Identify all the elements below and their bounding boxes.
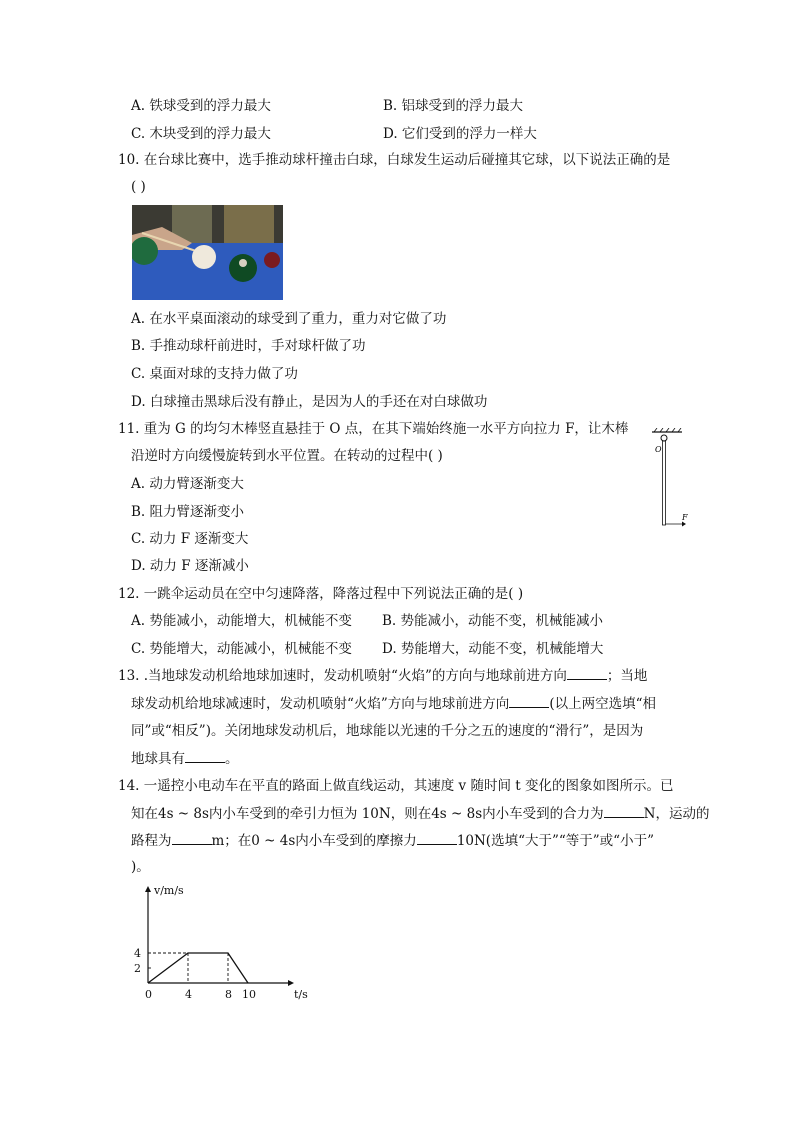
q11-option-d: D. 动力 F 逐渐减小 bbox=[131, 558, 249, 574]
q13-blank-3[interactable] bbox=[185, 750, 225, 763]
q12-option-a: A. 势能减小，动能增大，机械能不变 bbox=[131, 613, 352, 629]
x-axis-label: t/s bbox=[294, 988, 308, 1001]
q9-option-c: C. 木块受到的浮力最大 bbox=[131, 126, 271, 142]
q13-blank-1[interactable] bbox=[567, 667, 607, 680]
x-axis-arrow bbox=[288, 980, 294, 986]
velocity-time-graph bbox=[128, 882, 318, 1007]
q14-line3: 路程为 m；在0 ~ 4s内小车受到的摩擦力 10N(选填“大于”“等于”或“小于” bbox=[131, 833, 654, 849]
label-o: O bbox=[655, 445, 662, 454]
x-tick-label-0: 0 bbox=[145, 988, 152, 1001]
q9-option-b: B. 铝球受到的浮力最大 bbox=[383, 98, 524, 114]
q13-line1: 13. .当地球发动机给地球加速时，发动机喷射“火焰”的方向与地球前进方向 ；当地 bbox=[118, 668, 648, 684]
q13-line4: 地球具有 。 bbox=[131, 751, 239, 767]
q14-line1: 14. 一遥控小电动车在平直的路面上做直线运动，其速度 v 随时间 t 变化的图象如图所示。已 bbox=[118, 778, 674, 794]
x-tick-label-8: 8 bbox=[225, 988, 232, 1001]
q13-line3: 同”或“相反”)。关闭地球发动机后，地球能以光速的千分之五的速度的“滑行”，是因为 bbox=[131, 723, 644, 739]
q12-option-b: B. 势能减小，动能不变，机械能减小 bbox=[382, 613, 604, 629]
x-tick-label-4: 4 bbox=[185, 988, 192, 1001]
velocity-series-line bbox=[148, 953, 248, 983]
q13-blank-2[interactable] bbox=[509, 695, 549, 708]
q14-blank-1[interactable] bbox=[604, 805, 644, 818]
q14-line2: 知在4s ~ 8s内小车受到的牵引力恒为 10N，则在4s ~ 8s内小车受到的合力为 N，运动的 bbox=[131, 806, 710, 822]
q11-option-a: A. 动力臂逐渐变大 bbox=[131, 476, 244, 492]
q10-option-b: B. 手推动球杆前进时，手对球杆做了功 bbox=[131, 338, 366, 354]
q12-stem: 12. 一跳伞运动员在空中匀速降落，降落过程中下列说法正确的是( ) bbox=[118, 586, 524, 602]
y-tick-label-4: 4 bbox=[134, 947, 141, 960]
x-tick-label-10: 10 bbox=[242, 988, 256, 1001]
billiards-photo bbox=[132, 205, 283, 300]
y-axis-arrow bbox=[145, 886, 151, 892]
label-f: F bbox=[682, 513, 688, 522]
q11-stem-line2: 沿逆时方向缓慢旋转到水平位置。在转动的过程中( ) bbox=[131, 448, 443, 464]
q11-option-c: C. 动力 F 逐渐变大 bbox=[131, 531, 249, 547]
q9-option-d: D. 它们受到的浮力一样大 bbox=[383, 126, 537, 142]
q14-line4: )。 bbox=[131, 859, 150, 875]
y-tick-label-2: 2 bbox=[134, 962, 141, 975]
q14-blank-3[interactable] bbox=[417, 832, 457, 845]
q10-option-a: A. 在水平桌面滚动的球受到了重力，重力对它做了功 bbox=[131, 311, 447, 327]
q10-option-c: C. 桌面对球的支持力做了功 bbox=[131, 366, 298, 382]
q14-blank-2[interactable] bbox=[172, 832, 212, 845]
lever-diagram bbox=[648, 428, 690, 532]
q11-stem-line1: 11. 重为 G 的均匀木棒竖直悬挂于 O 点，在其下端始终施一水平方向拉力 F，让木棒 bbox=[118, 421, 629, 437]
q10-stem-line1: 10. 在台球比赛中，选手推动球杆撞击白球，白球发生运动后碰撞其它球，以下说法正确的是 bbox=[118, 152, 671, 168]
q9-option-a: A. 铁球受到的浮力最大 bbox=[131, 98, 271, 114]
q11-option-b: B. 阻力臂逐渐变小 bbox=[131, 504, 245, 520]
q10-option-d: D. 白球撞击黑球后没有静止，是因为人的手还在对白球做功 bbox=[131, 394, 488, 410]
q13-line2: 球发动机给地球减速时，发动机喷射“火焰”方向与地球前进方向 (以上两空选填“相 bbox=[131, 696, 656, 712]
y-axis-label: v/m/s bbox=[154, 884, 184, 897]
q12-option-d: D. 势能增大，动能不变，机械能增大 bbox=[382, 641, 604, 657]
q10-stem-line2: ( ) bbox=[131, 179, 146, 195]
q12-option-c: C. 势能增大，动能减小，机械能不变 bbox=[131, 641, 352, 657]
